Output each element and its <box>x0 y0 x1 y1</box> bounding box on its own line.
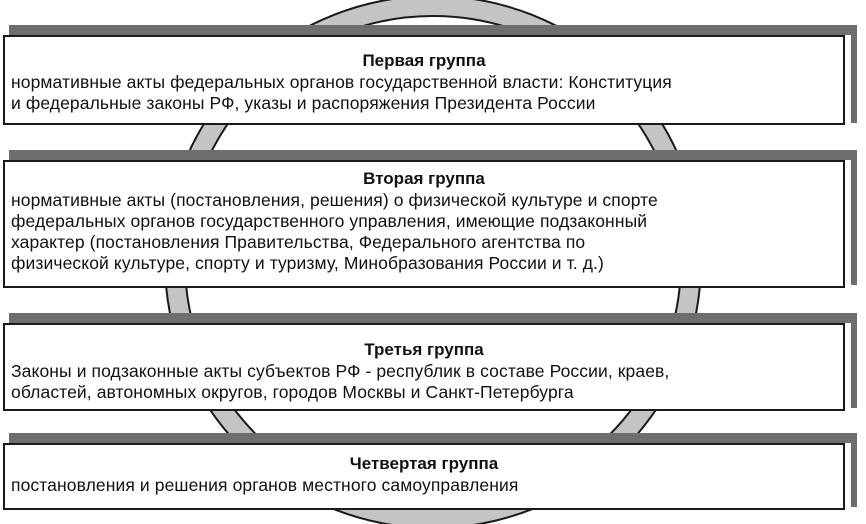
group-1-line-2: и федеральные законы РФ, указы и распоряжения Президента России <box>11 93 596 113</box>
group-2-title: Вторая группа <box>363 169 485 188</box>
group-1-line-1: нормативные акты федеральных органов государственной власти: Конституция <box>11 72 672 92</box>
group-2-line-1: нормативные акты (постановления, решения) о физической культуре и спорте <box>11 190 658 210</box>
group-3-box <box>3 323 845 411</box>
group-1-title: Первая группа <box>362 51 486 70</box>
group-2-line-2: федеральных органов государственного управления, имеющие подзаконный <box>11 211 648 231</box>
group-4-line-1: постановления и решения органов местного самоуправления <box>11 475 519 495</box>
group-4-title: Четвертая группа <box>349 454 499 473</box>
group-3-title: Третья группа <box>364 340 484 359</box>
group-3-line-2: областей, автономных округов, городов Москвы и Санкт-Петербурга <box>11 382 574 402</box>
group-4-box <box>3 443 845 510</box>
group-1-box <box>3 35 845 125</box>
group-3-line-1: Законы и подзаконные акты субъектов РФ - республик в составе России, краев, <box>11 361 670 381</box>
group-2-line-4: физической культуре, спорту и туризму, Минобразования России и т. д.) <box>11 253 604 273</box>
group-2-box <box>3 160 845 288</box>
group-2-line-3: характер (постановления Правительства, Федерального агентства по <box>11 232 586 252</box>
